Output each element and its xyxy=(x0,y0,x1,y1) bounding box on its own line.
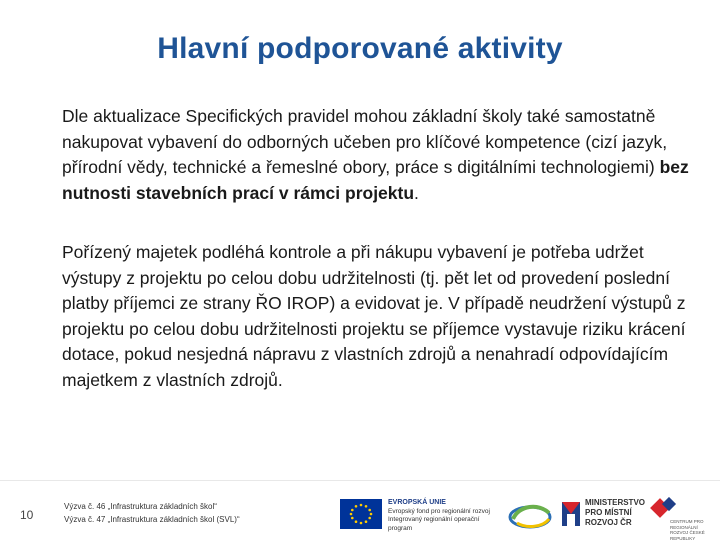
slide-title: Hlavní podporované aktivity xyxy=(157,32,563,65)
eu-fund-line: Evropský fond pro regionální rozvoj xyxy=(388,507,490,515)
mmr-line-3: ROZVOJ ČR xyxy=(585,518,632,527)
mmr-line-2: PRO MÍSTNÍ xyxy=(585,508,632,517)
footer-note-line-2: Výzva č. 47 „Infrastruktura základních škol (SVL)“ xyxy=(64,515,240,524)
mmr-logo-text xyxy=(585,498,645,528)
footer-note xyxy=(64,500,240,526)
page-number: 10 xyxy=(20,508,34,522)
paragraph-1-end: . xyxy=(414,182,419,203)
footer-note-line-1: Výzva č. 46 „Infrastruktura základních škol“ xyxy=(64,502,217,511)
irop-swirl-icon xyxy=(505,499,555,531)
mmr-line-1: MINISTERSTVO xyxy=(585,498,646,507)
eu-program-line: Integrovaný regionální operační program xyxy=(388,516,480,532)
paragraph-1 xyxy=(62,104,692,206)
eu-heading: EVROPSKÁ UNIE xyxy=(388,499,446,506)
eu-flag-icon xyxy=(340,499,382,529)
paragraph-1-text: Dle aktualizace Specifických pravidel mohou základní školy také samostatně nakupovat vybavení do odborných učeben pro klíčové kompetence (cizí jazyk, přírodní vědy, technické a řemeslné obory, práce s digitálními technologiemi) xyxy=(62,106,668,177)
paragraph-2: Pořízený majetek podléhá kontrole a při nákupu vybavení je potřeba udržet výstupy z projektu po celou dobu udržitelnosti (tj. pět let od provedení poslední platby příjemci ze strany ŘO IROP) a evidovat je. V případě neudržení výstupů z projektu po celou dobu udržitelnosti projektu se příjemce vystavuje riziku krácení dotace, pokud nesjedná nápravu z vlastních zdrojů a nenahradí odpovídajícím majetkem z vlastních zdrojů. xyxy=(62,242,686,390)
crr-logo-text: CENTRUM PRO REGIONÁLNÍ ROZVOJ ČESKÉ REPUBLIKY xyxy=(670,519,705,541)
eu-logo-text xyxy=(388,499,498,533)
paragraph-1-bold: bez nutnosti stavebních prací v rámci projektu xyxy=(62,157,689,203)
footer-divider xyxy=(0,480,720,481)
